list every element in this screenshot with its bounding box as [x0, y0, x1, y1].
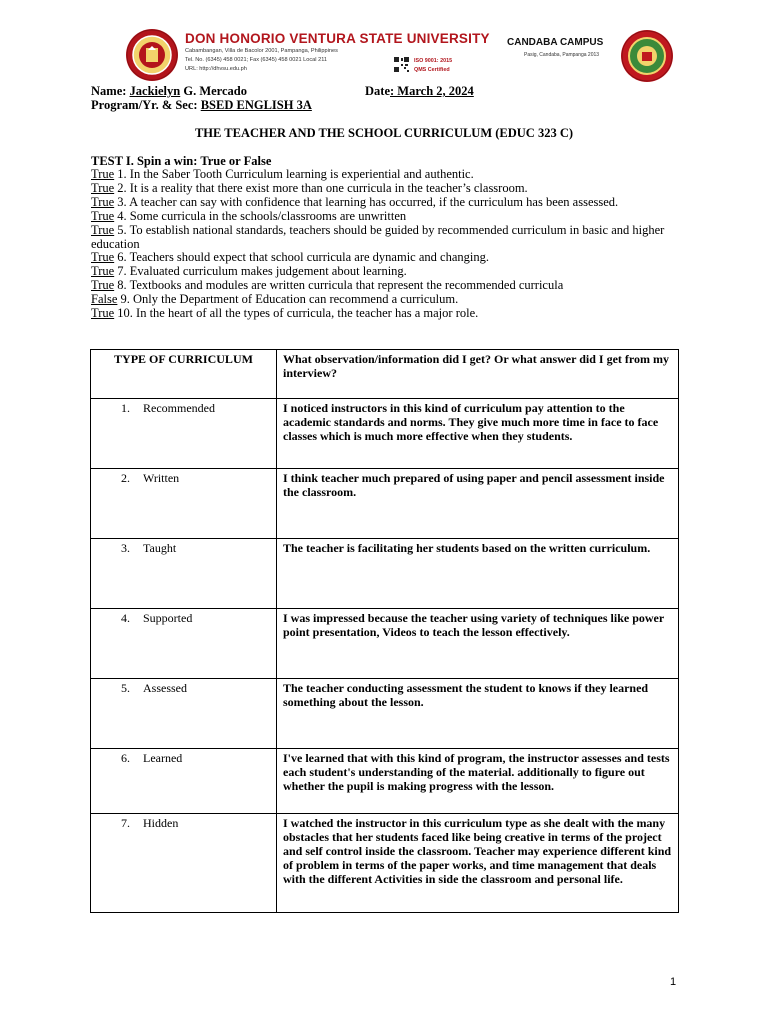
observation-cell: I've learned that with this kind of program, the instructor assesses and tests each student's understanding of the material. additionally to figure out whether the pupil is making progress with the lesson.	[277, 749, 679, 814]
list-item	[91, 279, 681, 293]
table-row	[91, 814, 679, 913]
university-address: Cabambangan, Villa de Bacolor 2001, Pampanga, Philippines	[185, 48, 338, 54]
row-number: 1.	[121, 401, 130, 415]
curriculum-type: Supported	[143, 611, 193, 625]
observation-cell: I watched the instructor in this curriculum type as she dealt with the many obstacles that her students faced like being creative in terms of the project and self control inside the classroom. Teacher may experience different kind of problem in terms of the paper works, and time management that deals with the different Activities in side the classroom and personal life.	[277, 814, 679, 913]
program-label: Program/Yr. & Sec:	[91, 98, 198, 112]
curriculum-table	[90, 349, 679, 913]
table-row	[91, 749, 679, 814]
statement: 9. Only the Department of Education can recommend a curriculum.	[117, 292, 459, 307]
statement: 3. A teacher can say with confidence that learning has occurred, if the curriculum has been assessed.	[114, 194, 619, 209]
row-number: 4.	[121, 611, 130, 625]
qms-certification: QMS Certified	[414, 67, 450, 73]
true-false-list	[91, 168, 681, 321]
table-row	[91, 539, 679, 609]
curriculum-type: Recommended	[143, 401, 215, 415]
statement: 5. To establish national standards, teachers should be guided by recommended curriculum in basic and higher education	[91, 222, 665, 251]
curriculum-type: Taught	[143, 541, 177, 555]
curriculum-type: Hidden	[143, 816, 179, 830]
university-contact: Tel. No. (6345) 458 0021; Fax (6345) 458 0021 Local 211	[185, 57, 328, 63]
statement: 6. Teachers should expect that school curricula are dynamic and changing.	[114, 250, 489, 265]
row-number: 5.	[121, 681, 130, 695]
list-item	[91, 265, 681, 279]
curriculum-type-cell	[91, 814, 277, 913]
answer: True	[91, 208, 115, 223]
curriculum-type-cell	[91, 539, 277, 609]
table-row	[91, 609, 679, 679]
university-seal-logo	[126, 29, 178, 81]
list-item	[91, 210, 681, 224]
table-row	[91, 469, 679, 539]
table-header-row	[91, 350, 679, 399]
university-url: URL: http://dhvsu.edu.ph	[185, 66, 247, 72]
answer: True	[91, 264, 115, 279]
observation-cell: I think teacher much prepared of using paper and pencil assessment inside the classroom.	[277, 469, 679, 539]
campus-address: Pasig, Candaba, Pampanga 2013	[524, 52, 600, 58]
page-number: 1	[670, 976, 677, 988]
program-line	[91, 98, 312, 113]
list-item	[91, 293, 681, 307]
answer: False	[91, 292, 118, 307]
list-item	[91, 196, 681, 210]
date-value: : March 2, 2024	[390, 84, 474, 98]
list-item	[91, 307, 681, 321]
row-number: 2.	[121, 471, 130, 485]
campus-seal-logo	[621, 30, 673, 82]
program-value: BSED ENGLISH 3A	[200, 98, 312, 112]
curriculum-type: Learned	[143, 751, 183, 765]
campus-name: CANDABA CAMPUS	[507, 37, 604, 48]
row-number: 6.	[121, 751, 130, 765]
name-value: Jackielyn	[129, 84, 181, 98]
list-item	[91, 168, 681, 182]
document-title: THE TEACHER AND THE SCHOOL CURRICULUM (EDUC 323 C)	[194, 126, 574, 140]
name-rest: G. Mercado	[183, 84, 248, 98]
curriculum-type: Written	[143, 471, 180, 485]
observation-cell: The teacher is facilitating her students based on the written curriculum.	[277, 539, 679, 609]
student-name-line	[91, 84, 247, 99]
statement: 8. Textbooks and modules are written curricula that represent the recommended curricula	[114, 278, 564, 293]
answer: True	[91, 222, 115, 237]
list-item	[91, 224, 681, 252]
name-label: Name:	[91, 84, 127, 98]
table-row	[91, 679, 679, 749]
column-header-type: TYPE OF CURRICULUM	[91, 350, 277, 399]
curriculum-type-cell	[91, 609, 277, 679]
date-line	[365, 84, 474, 99]
answer: True	[91, 194, 115, 209]
date-label: Date	[365, 84, 390, 98]
university-name: DON HONORIO VENTURA STATE UNIVERSITY	[185, 31, 490, 46]
row-number: 7.	[121, 816, 130, 830]
observation-cell: I was impressed because the teacher using variety of techniques like power point presentation, Videos to teach the lesson effectively.	[277, 609, 679, 679]
curriculum-type: Assessed	[143, 681, 187, 695]
answer: True	[91, 250, 115, 265]
statement: 2. It is a reality that there exist more than one curricula in the teacher’s classroom.	[114, 180, 528, 195]
list-item	[91, 251, 681, 265]
answer: True	[91, 180, 115, 195]
answer: True	[91, 278, 115, 293]
statement: 10. In the heart of all the types of curricula, the teacher has a major role.	[114, 306, 479, 321]
statement: 7. Evaluated curriculum makes judgement about learning.	[114, 264, 407, 279]
column-header-observation: What observation/information did I get? Or what answer did I get from my interview?	[277, 350, 679, 399]
observation-cell: The teacher conducting assessment the student to knows if they learned something about the lesson.	[277, 679, 679, 749]
table-row	[91, 399, 679, 469]
test-heading: TEST I. Spin a win: True or False	[91, 154, 272, 168]
curriculum-type-cell	[91, 679, 277, 749]
answer: True	[91, 306, 115, 321]
curriculum-type-cell	[91, 469, 277, 539]
iso-certification: ISO 9001: 2015	[414, 58, 453, 64]
answer: True	[91, 167, 115, 181]
row-number: 3.	[121, 541, 130, 555]
statement: 1. In the Saber Tooth Curriculum learning is experiential and authentic.	[114, 167, 474, 181]
curriculum-type-cell	[91, 749, 277, 814]
statement: 4. Some curricula in the schools/classrooms are unwritten	[114, 208, 407, 223]
list-item	[91, 182, 681, 196]
curriculum-type-cell	[91, 399, 277, 469]
observation-cell: I noticed instructors in this kind of curriculum pay attention to the academic standards and norms. They give much more time in face to face classes which is much more effective when they students.	[277, 399, 679, 469]
qr-code-icon	[393, 56, 410, 73]
